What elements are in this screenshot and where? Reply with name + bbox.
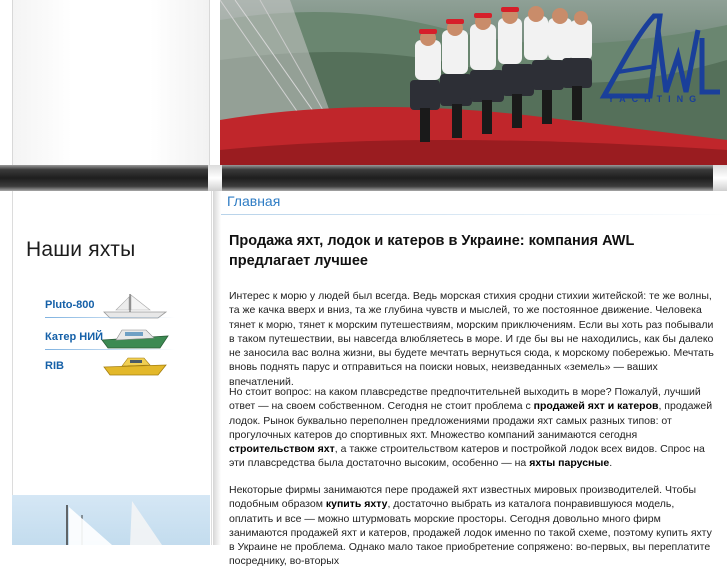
sidebar-item-underline: [45, 317, 175, 318]
sidebar-item-label[interactable]: Катер НИЙ: [45, 331, 104, 343]
sidebar-heading: Наши яхты: [26, 238, 136, 261]
rib-boat-icon: [100, 353, 170, 379]
third-paragraph: [229, 483, 717, 569]
main-left-shadow: [213, 191, 221, 545]
bold-phrase: купить яхту: [325, 498, 388, 511]
bold-phrase: строительством яхт: [229, 443, 335, 456]
sailboat-photo: [12, 495, 210, 545]
sidebar-item-pluto[interactable]: [45, 292, 175, 318]
text-span: Некоторые фирмы занимаются пере продажей яхт известных мировых производителей. Чтобы подобным образом: [229, 484, 697, 511]
page-title: Продажа яхт, лодок и катеров в Украине: компания AWL предлагает лучшее: [229, 233, 635, 269]
text-span: .: [609, 457, 613, 470]
sidebar-item-label[interactable]: Pluto-800: [45, 299, 95, 311]
bold-phrase: продажей яхт и катеров: [533, 400, 659, 413]
intro-paragraph: Интерес к морю у людей был всегда. Ведь морская стихия сродни стихии житейской: те же волны, та же качка вверх и вниз, та же глубина чувств и мыслей, то же постоянное движение. Человека тянет к морю, тянет к морским путешествиям, морским приключениям. Если вы хоть раз побывали в таком путешествии, вы навсегда влюбляетесь в море. И где бы вы не находились, как бы далеко не заносила вас волна жизни, вы будете мечтать вернуться сюда, к морскому побережью. Мечтать вновь поднять парус и отправиться на поиски новых, неизведанных «земель» — ваших впечатлений.: [229, 290, 714, 388]
header-banner: [220, 0, 727, 165]
bar-notch-right: [713, 165, 727, 191]
awl-logo[interactable]: [598, 8, 725, 108]
left-header-inner: [12, 0, 210, 168]
sidebar-item-label[interactable]: RIB: [45, 360, 64, 372]
second-paragraph: [229, 385, 717, 471]
bar-notch-left: [208, 165, 222, 191]
sidebar-item-kater[interactable]: [45, 324, 175, 350]
sailboat-icon: [100, 292, 170, 320]
text-span: Но стоит вопрос: на каком плавсредстве предпочтительней выходить в море? Пожалуй, лучший ответ — на своем собственном. Сегодня не стоит проблема с: [229, 386, 701, 413]
breadcrumb-divider: [221, 214, 727, 215]
text-span: , продажей лодок. Рынок буквально переполнен предложениями продажи яхт самых разных типов: от прогулочных катеров до спортивных яхт. Множество компаний занимаются сегодня: [229, 400, 713, 441]
awl-logo-mark: [598, 8, 725, 108]
breadcrumb-home[interactable]: Главная: [227, 193, 281, 209]
sidebar-item-underline: [45, 349, 175, 350]
sidebar-bottom-photo: [12, 495, 210, 545]
bold-phrase: яхты парусные: [529, 457, 610, 470]
text-span: , достаточно выбрать из каталога понравившуюся модель, оплатить и все — можно штурмовать морские просторы. Сегодня довольно много фирм занимаются продажей яхт и катеров, продажей лодок именно по такой схеме, поэтому купить яхту в Украине не проблема. Однако мало такое приобретение сопряжено: во-первых, вы переплатите посреднику, во-вторых: [229, 498, 712, 568]
header-divider-bar: [0, 165, 727, 191]
left-header-panel: [0, 0, 220, 168]
sidebar-item-rib[interactable]: [45, 353, 175, 379]
motorboat-icon: [100, 324, 170, 352]
text-span: , а также строительством катеров и постройкой лодок всех видов. Спрос на эти плавсредства была достаточно высоким, особенно — на: [229, 443, 705, 470]
logo-subtext: YACHTING: [608, 94, 703, 104]
